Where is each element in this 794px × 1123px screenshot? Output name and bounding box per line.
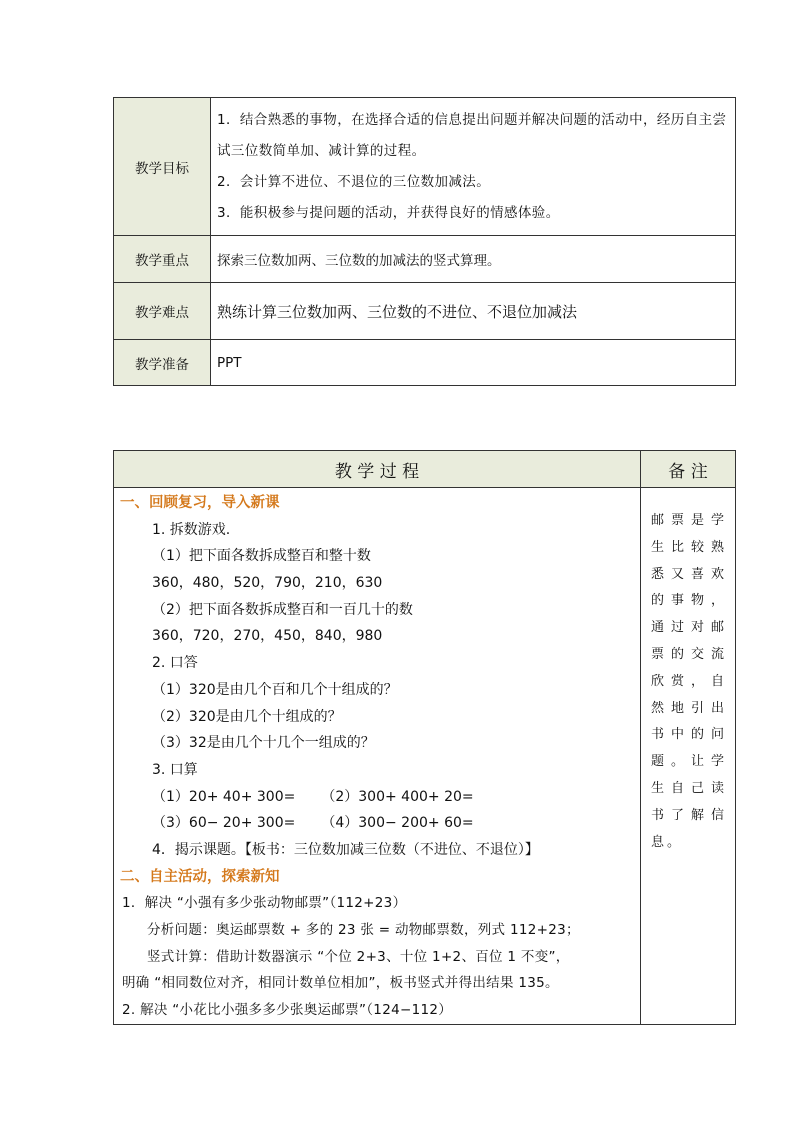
difficulty-point: 熟练计算三位数加两、三位数的不进位、不退位加减法 [211,283,736,340]
task-1: 1．解决 “小强有多少张动物邮票”（112+23） [122,895,407,912]
teaching-process-table [113,450,736,1025]
note-text: 邮票是学生比较熟悉又喜欢的事物，通过对邮票的交流欣赏，自然地引出书中的问题。让学生自己读书了解信息。 [641,488,736,1025]
process-header: 教 学 过 程 [114,451,641,488]
goal-line-3: 2．会计算不进位、不退位的三位数加减法。 [217,173,491,190]
difficulty-label: 教学难点 [114,283,211,340]
calc-4: （4）300− 200+ 60= [321,815,474,832]
calc-row-1 [114,784,640,811]
goal-line-4: 3．能积极参与提问题的活动，并获得良好的情感体验。 [217,204,560,221]
item-split-1: （1）把下面各数拆成整百和整十数 [152,548,371,565]
goal-line-2: 试三位数简单加、减计算的过程。 [217,142,426,159]
oral-q1: （1）320是由几个百和几个十组成的？ [152,681,398,698]
section-2-title: 二、自主活动，探索新知 [120,868,280,885]
item-split-game: 1. 拆数游戏. [152,521,231,538]
oral-q3: （3）32是由几个十几个一组成的？ [152,735,375,752]
item-mental-calc: 3. 口算 [152,761,198,778]
calc-1: （1）20+ 40+ 300= [152,788,296,805]
calc-3: （3）60− 20+ 300= [152,815,296,832]
task-1-analysis: 分析问题：奥运邮票数 + 多的 23 张 = 动物邮票数，列式 112+23； [147,922,580,938]
goals-cell [211,98,736,236]
lesson-info-table [113,97,736,386]
calc-2: （2）300+ 400+ 20= [321,788,474,805]
prep-label: 教学准备 [114,340,211,386]
goal-line-1: 1．结合熟悉的事物，在选择合适的信息提出问题并解决问题的活动中，经历自主尝 [217,111,727,128]
process-content [114,488,641,1025]
oral-q2: （2）320是由几个十组成的？ [152,708,342,725]
section-1-title: 一、回顾复习，导入新课 [120,495,280,511]
goals-label: 教学目标 [114,98,211,236]
task-1-vertical: 竖式计算：借助计数器演示 “个位 2+3、十位 1+2、百位 1 不变”， [147,948,570,965]
numbers-1: 360，480，520，790，210，630 [152,575,383,592]
task-1-conclusion: 明确 “相同数位对齐，相同计数单位相加”，板书竖式并得出结果 135。 [122,975,559,992]
item-topic: 4．揭示课题。【板书：三位数加减三位数（不进位、不退位）】 [152,841,539,858]
prep-value: PPT [211,340,736,386]
item-oral: 2. 口答 [152,655,198,672]
item-split-2: （2）把下面各数拆成整百和一百几十的数 [152,601,413,618]
task-2: 2. 解决 “小花比小强多多少张奥运邮票”（124−112） [122,1002,453,1019]
calc-row-2 [114,810,640,837]
key-point: 探索三位数加两、三位数的加减法的竖式算理。 [211,236,736,283]
key-label: 教学重点 [114,236,211,283]
numbers-2: 360，720，270，450，840，980 [152,628,383,645]
note-header: 备 注 [641,451,736,488]
